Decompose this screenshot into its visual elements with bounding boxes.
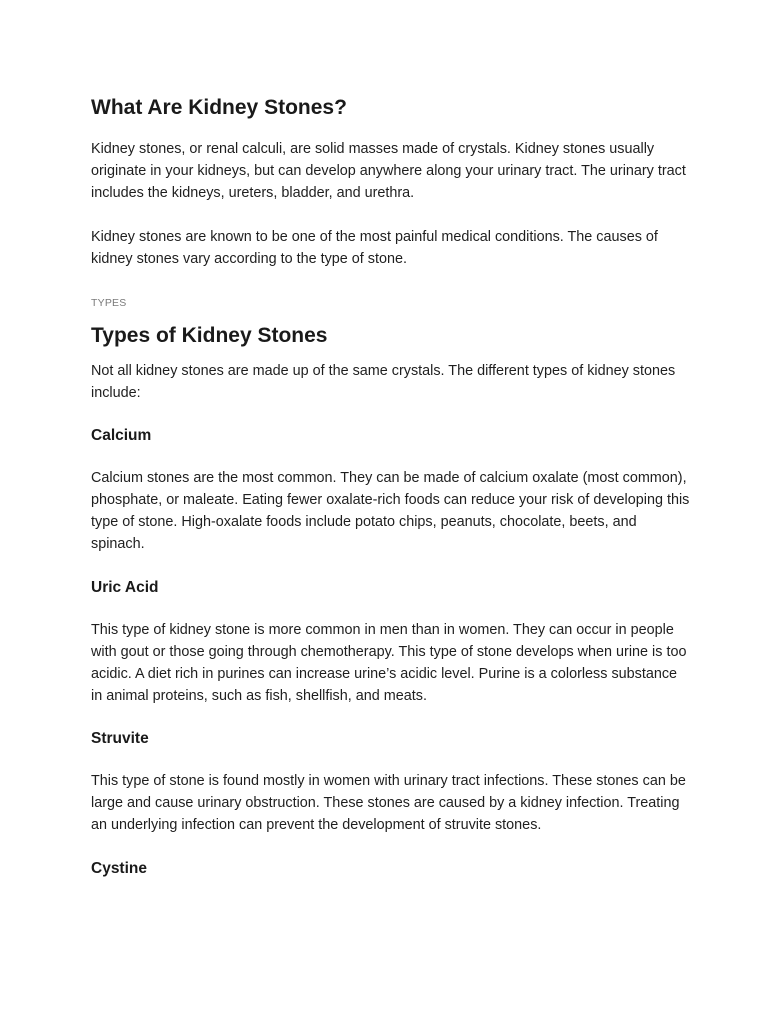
types-intro-paragraph: Not all kidney stones are made up of the same crystals. The different types of kidney stones include: <box>91 363 676 401</box>
subheading-uric-acid: Uric Acid <box>91 579 159 596</box>
page-title: What Are Kidney Stones? <box>91 96 347 119</box>
article <box>91 94 691 879</box>
subheading-struvite: Struvite <box>91 730 149 747</box>
paragraph-struvite: This type of stone is found mostly in women with urinary tract infections. These stones can be large and cause urinary obstruction. These stones are caused by a kidney infection. Treating an underlying infection can prevent the development of struvite stones. <box>91 773 686 833</box>
intro-paragraph-2: Kidney stones are known to be one of the most painful medical conditions. The causes of kidney stones vary according to the type of stone. <box>91 229 658 267</box>
paragraph-uric-acid: This type of kidney stone is more common in men than in women. They can occur in people with gout or those going through chemotherapy. This type of stone develops when urine is too acidic. A diet rich in purines can increase urine’s acidic level. Purine is a colorless substance in animal proteins, such as fish, shellfish, and meats. <box>91 622 687 704</box>
paragraph-calcium: Calcium stones are the most common. They can be made of calcium oxalate (most common), phosphate, or maleate. Eating fewer oxalate-rich foods can reduce your risk of developing this type of stone. High-oxalate foods include potato chips, peanuts, chocolate, beets, and spinach. <box>91 470 690 552</box>
section-title: Types of Kidney Stones <box>91 324 328 347</box>
subheading-cystine: Cystine <box>91 860 147 877</box>
subheading-calcium: Calcium <box>91 427 152 444</box>
section-eyebrow: TYPES <box>91 297 127 309</box>
intro-paragraph-1: Kidney stones, or renal calculi, are solid masses made of crystals. Kidney stones usually originate in your kidneys, but can develop anywhere along your urinary tract. The urinary tract includes the kidneys, ureters, bladder, and urethra. <box>91 141 686 201</box>
